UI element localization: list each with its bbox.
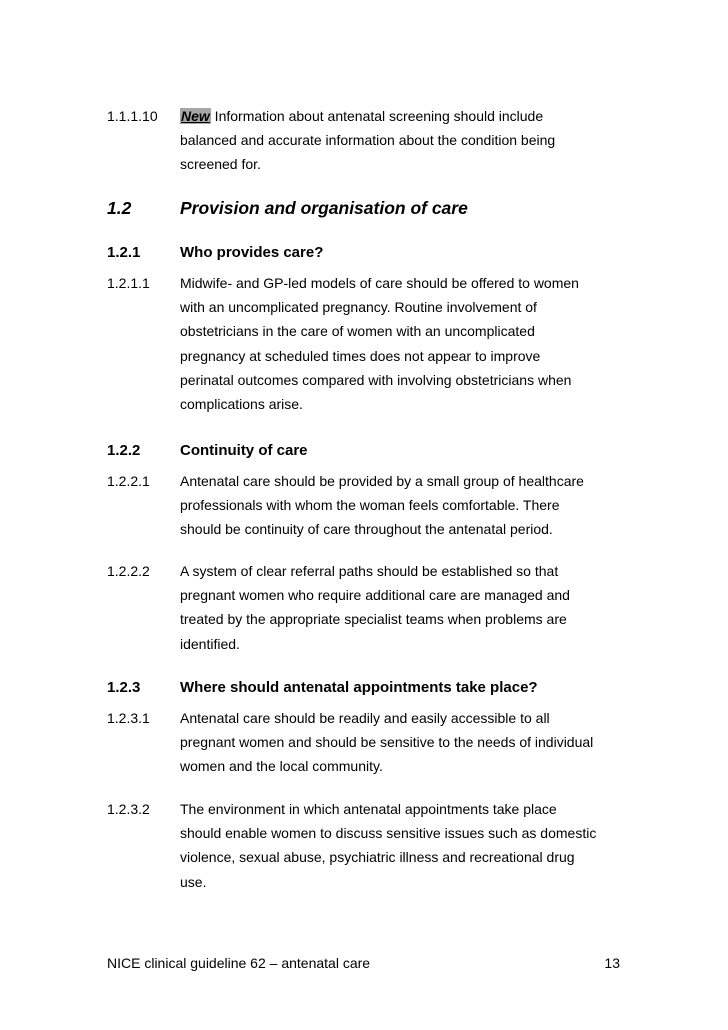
paragraph-line: perinatal outcomes compared with involving obstetricians when bbox=[180, 371, 572, 388]
paragraph-line: should enable women to discuss sensitive issues such as domestic bbox=[180, 825, 597, 842]
section-title: Who provides care? bbox=[180, 244, 324, 261]
paragraph-line: A system of clear referral paths should be established so that bbox=[180, 563, 559, 579]
paragraph-number: 1.2.2.2 bbox=[107, 563, 150, 579]
paragraph-line: Information about antenatal screening should include bbox=[210, 108, 544, 124]
paragraph-line: obstetricians in the care of women with an uncomplicated bbox=[180, 323, 535, 340]
page-footer bbox=[107, 953, 620, 973]
paragraph-text bbox=[180, 104, 625, 177]
paragraph-line: pregnancy at scheduled times does not appear to improve bbox=[180, 347, 541, 364]
section-title: Provision and organisation of care bbox=[180, 198, 468, 218]
paragraph-text bbox=[180, 271, 625, 416]
paragraph-line: complications arise. bbox=[180, 396, 303, 413]
paragraph-line: identified. bbox=[180, 635, 240, 652]
paragraph-number: 1.2.3.1 bbox=[107, 710, 150, 726]
paragraph-line: violence, sexual abuse, psychiatric illness and recreational drug bbox=[180, 849, 575, 866]
paragraph-line: balanced and accurate information about the condition being bbox=[180, 132, 556, 149]
paragraph-text bbox=[180, 706, 625, 779]
paragraph-line: women and the local community. bbox=[180, 758, 383, 775]
section-title: Where should antenatal appointments take place? bbox=[180, 679, 538, 696]
paragraph-line: screened for. bbox=[180, 156, 261, 173]
paragraph-text bbox=[180, 559, 625, 656]
new-badge: New bbox=[181, 108, 210, 124]
paragraph-line: with an uncomplicated pregnancy. Routine involvement of bbox=[180, 299, 537, 316]
paragraph-number: 1.2.3.2 bbox=[107, 801, 150, 817]
paragraph-line: professionals with whom the woman feels comfortable. There bbox=[180, 497, 560, 514]
section-number: 1.2.3 bbox=[107, 679, 141, 696]
paragraph-line: use. bbox=[180, 873, 207, 890]
paragraph-number: 1.2.1.1 bbox=[107, 275, 150, 291]
paragraph-line: Midwife- and GP-led models of care should be offered to women bbox=[180, 275, 579, 291]
paragraph-text bbox=[180, 797, 625, 894]
paragraph-line: treated by the appropriate specialist teams when problems are bbox=[180, 611, 567, 628]
section-number: 1.2.2 bbox=[107, 442, 141, 459]
section-number: 1.2 bbox=[107, 198, 132, 218]
paragraph-line: pregnant women who require additional care are managed and bbox=[180, 587, 570, 604]
paragraph-line: should be continuity of care throughout the antenatal period. bbox=[180, 521, 553, 538]
paragraph-line: The environment in which antenatal appointments take place bbox=[180, 801, 557, 817]
footer-title: NICE clinical guideline 62 – antenatal care bbox=[107, 955, 371, 971]
section-number: 1.2.1 bbox=[107, 244, 141, 261]
section-title: Continuity of care bbox=[180, 442, 308, 459]
paragraph-text bbox=[180, 469, 625, 542]
paragraph-number: 1.2.2.1 bbox=[107, 473, 150, 489]
page-number: 13 bbox=[604, 955, 620, 971]
paragraph-line: Antenatal care should be provided by a small group of healthcare bbox=[180, 473, 584, 489]
paragraph-number: 1.1.1.10 bbox=[107, 108, 158, 124]
paragraph-line: pregnant women and should be sensitive to the needs of individual bbox=[180, 734, 594, 751]
paragraph-line: Antenatal care should be readily and easily accessible to all bbox=[180, 710, 550, 726]
